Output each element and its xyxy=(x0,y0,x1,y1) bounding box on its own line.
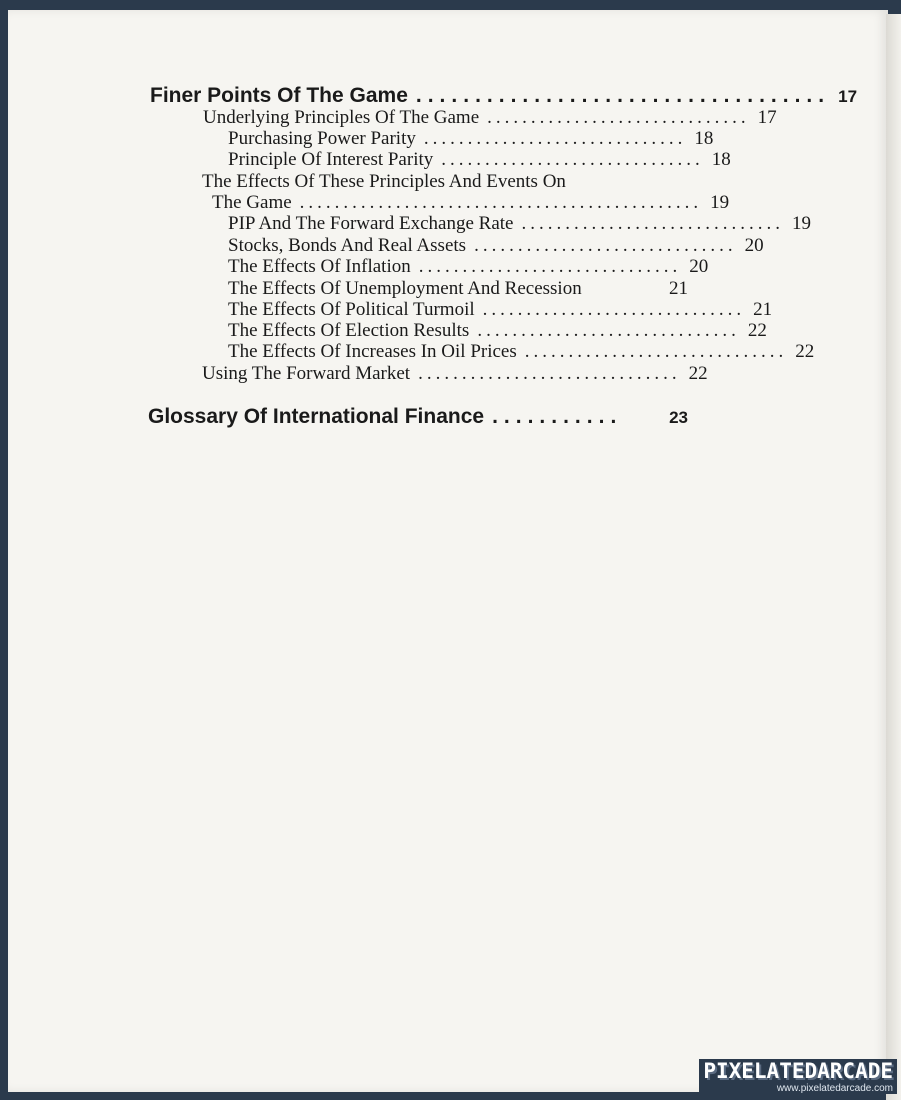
toc-label: The Effects Of Inflation xyxy=(228,256,411,277)
toc-page-number: 22 xyxy=(688,363,708,384)
toc-leader: .............................. xyxy=(487,107,750,128)
site-watermark xyxy=(699,1059,897,1094)
toc-leader: .............................. xyxy=(418,363,681,384)
toc-page-number: 17 xyxy=(757,107,777,128)
toc-leader: ........... xyxy=(492,405,623,428)
toc-page-number: 18 xyxy=(694,128,714,149)
toc-page-number: 19 xyxy=(791,213,811,234)
toc-label: Principle Of Interest Parity xyxy=(228,149,434,170)
toc-entry-underlying-principles xyxy=(203,107,777,129)
toc-entry-oil-prices xyxy=(228,341,815,363)
toc-label: The Effects Of These Principles And Events On xyxy=(202,171,566,192)
toc-entry-stocks-bonds xyxy=(228,235,764,257)
toc-leader: .............................. xyxy=(423,128,687,149)
toc-leader: .............................. xyxy=(524,341,788,362)
toc-label: PIP And The Forward Exchange Rate xyxy=(228,213,514,234)
toc-label: The Effects Of Political Turmoil xyxy=(228,299,475,320)
toc-entry-pip-forward-rate xyxy=(228,213,811,235)
watermark-url: www.pixelatedarcade.com xyxy=(699,1083,897,1094)
toc-leader: .............................. xyxy=(521,213,784,234)
toc-page-number: 19 xyxy=(710,192,730,213)
toc-leader: .............................. xyxy=(482,299,746,320)
toc-page-number: 20 xyxy=(744,235,764,256)
toc-page-number: 22 xyxy=(747,320,767,341)
toc-entry-unemployment xyxy=(228,278,688,300)
toc-entry-the-game xyxy=(212,192,730,214)
toc-leader: .............................. xyxy=(441,149,704,170)
toc-label: Purchasing Power Parity xyxy=(228,128,416,149)
toc-entry-glossary xyxy=(148,405,688,429)
toc-label: Underlying Principles Of The Game xyxy=(203,107,480,128)
toc-label: Stocks, Bonds And Real Assets xyxy=(228,235,467,256)
toc-page-number: 18 xyxy=(711,149,731,170)
toc-entry-political-turmoil xyxy=(228,299,773,321)
toc-page-number: 17 xyxy=(838,87,858,106)
toc-label: The Game xyxy=(212,192,292,213)
toc-entry-effects-of-principles xyxy=(202,171,688,193)
toc-label: Finer Points Of The Game xyxy=(150,84,408,107)
toc-label: Glossary Of International Finance xyxy=(148,405,485,428)
toc-leader: .............................. xyxy=(477,320,740,341)
toc-page-number: 21 xyxy=(753,299,773,320)
toc-label: The Effects Of Unemployment And Recession xyxy=(228,278,582,299)
page-edge xyxy=(886,14,901,1100)
toc-label: Using The Forward Market xyxy=(202,363,411,384)
toc-entry-election-results xyxy=(228,320,767,342)
toc-entry-purchasing-power-parity xyxy=(228,128,714,150)
toc-label: The Effects Of Increases In Oil Prices xyxy=(228,341,517,362)
toc-label: The Effects Of Election Results xyxy=(228,320,470,341)
toc-page-number: 22 xyxy=(795,341,815,362)
toc-entry-interest-parity xyxy=(228,149,731,171)
toc-page-number: 20 xyxy=(689,256,709,277)
toc-entry-inflation xyxy=(228,256,709,278)
toc-page-number: 21 xyxy=(669,278,688,299)
toc-leader: .............................................. xyxy=(299,192,703,213)
toc-entry-forward-market xyxy=(202,363,708,385)
toc-page-number: 23 xyxy=(669,408,688,427)
document-page xyxy=(8,10,888,1092)
toc-entry-finer-points xyxy=(150,84,858,108)
toc-leader: ................................... xyxy=(415,84,831,107)
toc-leader: .............................. xyxy=(418,256,682,277)
watermark-logo: PIXELATEDARCADE xyxy=(699,1059,897,1083)
toc-leader: .............................. xyxy=(474,235,737,256)
